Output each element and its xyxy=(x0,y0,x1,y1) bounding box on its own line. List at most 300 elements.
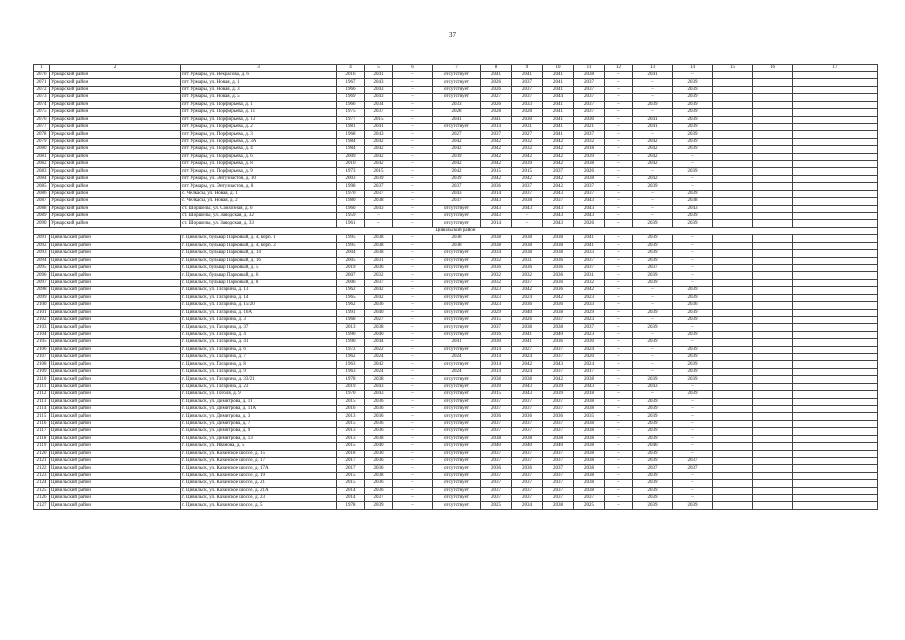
table-cell: 2037 xyxy=(633,465,673,472)
table-cell xyxy=(713,435,753,442)
table-cell: г. Цивильск, ул. Гоголя, д. 9 xyxy=(181,391,337,398)
table-row xyxy=(34,257,878,264)
table-cell: 2040 xyxy=(512,443,543,450)
table-cell: – xyxy=(605,287,633,294)
table-cell: 2039 xyxy=(673,376,713,383)
table-cell: отсутствует xyxy=(433,420,481,427)
table-cell: отсутствует xyxy=(433,465,481,472)
table-cell: 2039 xyxy=(673,101,713,108)
table-cell xyxy=(793,294,878,301)
table-cell: – xyxy=(393,79,433,86)
table-cell: 2039 xyxy=(673,86,713,93)
table-cell: Урмарский район xyxy=(50,101,181,108)
table-cell: 2042 xyxy=(481,138,512,145)
table-cell: Цивильский район xyxy=(50,405,181,412)
table-cell: 2039 xyxy=(633,435,673,442)
table-cell: 2037 xyxy=(574,101,605,108)
table-cell: 2041 xyxy=(543,79,574,86)
table-cell: 2036 xyxy=(543,413,574,420)
table-cell: 2037 xyxy=(512,450,543,457)
table-cell: 2042 xyxy=(481,146,512,153)
table-cell: 2037 xyxy=(673,457,713,464)
table-cell: – xyxy=(393,272,433,279)
table-cell xyxy=(793,309,878,316)
table-cell: 2036 xyxy=(512,465,543,472)
table-cell: пгт Урмары, ул. Порфирьева, д. 2 xyxy=(181,123,337,130)
table-cell xyxy=(793,161,878,168)
table-cell: 2015 xyxy=(481,391,512,398)
table-cell: 2037 xyxy=(481,420,512,427)
table-cell: 2043 xyxy=(512,205,543,212)
table-cell: Цивильский район xyxy=(50,264,181,271)
table-cell: 2115 xyxy=(34,413,50,420)
table-cell: 2038 xyxy=(481,242,512,249)
table-cell: 2024 xyxy=(512,354,543,361)
table-row xyxy=(34,376,878,383)
table-cell xyxy=(753,86,793,93)
table-cell xyxy=(713,309,753,316)
table-cell xyxy=(793,131,878,138)
table-cell: – xyxy=(605,413,633,420)
table-cell: 2042 xyxy=(433,146,481,153)
table-cell xyxy=(713,413,753,420)
table-cell: – xyxy=(605,131,633,138)
table-cell: 2040 xyxy=(365,309,393,316)
table-cell xyxy=(713,495,753,502)
table-cell xyxy=(753,465,793,472)
table-cell: 2037 xyxy=(574,183,605,190)
table-cell: ст. Шоршелы, ул. Заводская, д. 33 xyxy=(181,220,337,227)
table-cell: 2042 xyxy=(633,153,673,160)
table-cell: – xyxy=(605,123,633,130)
table-cell: – xyxy=(605,250,633,257)
table-cell: 2043 xyxy=(543,190,574,197)
table-cell xyxy=(713,79,753,86)
table-cell: 2014 xyxy=(481,190,512,197)
table-cell xyxy=(713,287,753,294)
table-cell: 2039 xyxy=(633,101,673,108)
table-cell: – xyxy=(393,175,433,182)
table-cell: – xyxy=(393,86,433,93)
table-cell xyxy=(753,101,793,108)
table-cell: 2042 xyxy=(433,138,481,145)
table-cell: Цивильский район xyxy=(50,383,181,390)
table-cell: 2043 xyxy=(481,198,512,205)
table-cell: 2042 xyxy=(543,153,574,160)
table-cell: Цивильский район xyxy=(50,309,181,316)
table-cell xyxy=(753,272,793,279)
table-row xyxy=(34,264,878,271)
table-cell: 2039 xyxy=(673,346,713,353)
table-cell: 2095 xyxy=(34,264,50,271)
table-cell: – xyxy=(633,168,673,175)
table-cell: – xyxy=(393,391,433,398)
table-cell: 2116 xyxy=(34,420,50,427)
table-cell: 2096 xyxy=(34,272,50,279)
table-cell: – xyxy=(633,109,673,116)
table-cell: 2036 xyxy=(512,264,543,271)
table-cell xyxy=(713,94,753,101)
table-cell: – xyxy=(605,480,633,487)
table-cell: 2034 xyxy=(512,502,543,509)
table-row xyxy=(34,435,878,442)
column-number: 2 xyxy=(50,65,181,72)
table-cell: 2037 xyxy=(512,183,543,190)
table-row xyxy=(34,294,878,301)
table-cell: 2038 xyxy=(574,435,605,442)
table-cell xyxy=(753,420,793,427)
table-cell xyxy=(713,242,753,249)
table-cell xyxy=(753,331,793,338)
table-cell: – xyxy=(605,272,633,279)
table-cell: 2041 xyxy=(543,131,574,138)
table-cell: 2037 xyxy=(574,109,605,116)
table-cell: – xyxy=(393,220,433,227)
table-cell: 2036 xyxy=(365,398,393,405)
table-cell: 2038 xyxy=(365,435,393,442)
table-cell: 2040 xyxy=(481,443,512,450)
table-cell: г. Цивильск, бульвар Парковый, д. 4, корп. 1 xyxy=(181,235,337,242)
table-cell: отсутствует xyxy=(433,376,481,383)
table-cell: – xyxy=(605,472,633,479)
table-cell xyxy=(713,161,753,168)
page-number: 37 xyxy=(449,31,456,39)
table-cell: 2004 xyxy=(337,250,365,257)
table-cell: г. Цивильск, ул. Казанское шоссе, д. 21 xyxy=(181,480,337,487)
table-cell xyxy=(793,153,878,160)
table-cell: 2030 xyxy=(512,116,543,123)
table-cell: – xyxy=(605,405,633,412)
table-cell: 2015 xyxy=(337,398,365,405)
table-cell: Урмарский район xyxy=(50,198,181,205)
table-cell xyxy=(793,250,878,257)
table-cell: Урмарский район xyxy=(50,109,181,116)
table-cell: 2037 xyxy=(481,457,512,464)
table-cell: 2037 xyxy=(574,324,605,331)
table-cell: 2039 xyxy=(633,487,673,494)
table-cell: г. Цивильск, ул. Димитрова, д. 11 xyxy=(181,398,337,405)
table-cell: 2038 xyxy=(543,502,574,509)
table-cell: 2015 xyxy=(365,168,393,175)
table-cell: 2040 xyxy=(365,331,393,338)
table-cell: 2041 xyxy=(574,235,605,242)
table-cell: – xyxy=(393,183,433,190)
table-cell: – xyxy=(605,487,633,494)
table-cell: г. Цивильск, ул. Гагарина, д. 4 xyxy=(181,331,337,338)
table-row xyxy=(34,480,878,487)
table-cell xyxy=(713,213,753,220)
table-cell: 2037 xyxy=(543,457,574,464)
table-cell: 2039 xyxy=(673,354,713,361)
table-cell: отсутствует xyxy=(433,264,481,271)
table-cell xyxy=(753,398,793,405)
table-cell: отсутствует xyxy=(433,450,481,457)
table-cell: 2039 xyxy=(673,131,713,138)
table-cell: – xyxy=(365,220,393,227)
column-number: 9 xyxy=(512,65,543,72)
table-cell: 1995 xyxy=(337,235,365,242)
table-cell: отсутствует xyxy=(433,480,481,487)
table-cell: 2015 xyxy=(512,168,543,175)
table-cell: 2041 xyxy=(365,72,393,79)
table-cell: 2037 xyxy=(543,487,574,494)
table-cell: – xyxy=(605,309,633,316)
table-cell: 2038 xyxy=(512,198,543,205)
table-cell: – xyxy=(393,235,433,242)
table-cell xyxy=(713,316,753,323)
table-cell: 2013 xyxy=(337,428,365,435)
table-cell: отсутствует xyxy=(433,294,481,301)
table-cell: 1977 xyxy=(337,116,365,123)
table-cell: 2038 xyxy=(481,435,512,442)
table-cell: – xyxy=(605,235,633,242)
table-cell: 2037 xyxy=(481,405,512,412)
table-cell: – xyxy=(605,79,633,86)
table-row xyxy=(34,450,878,457)
table-cell: 1978 xyxy=(337,502,365,509)
table-cell: 2039 xyxy=(633,339,673,346)
table-cell xyxy=(753,279,793,286)
table-cell: отсутствует xyxy=(433,428,481,435)
table-cell: пгт Урмары, ул. Энтузиастов, д. 10 xyxy=(181,175,337,182)
table-cell: отсутствует xyxy=(433,287,481,294)
table-cell: 2038 xyxy=(574,376,605,383)
table-cell xyxy=(793,391,878,398)
table-cell: 2031 xyxy=(512,257,543,264)
table-cell: – xyxy=(633,79,673,86)
table-cell xyxy=(793,443,878,450)
table-cell xyxy=(753,361,793,368)
table-cell: 2089 xyxy=(34,213,50,220)
table-cell: – xyxy=(393,168,433,175)
table-cell: 2039 xyxy=(633,413,673,420)
table-cell xyxy=(713,220,753,227)
table-cell: 2025 xyxy=(481,502,512,509)
table-cell xyxy=(713,272,753,279)
table-cell: 1991 xyxy=(337,309,365,316)
table-cell: 2030 xyxy=(574,116,605,123)
table-cell: – xyxy=(393,153,433,160)
table-cell: 2091 xyxy=(34,235,50,242)
table-cell: 2080 xyxy=(34,146,50,153)
table-cell: 2042 xyxy=(481,175,512,182)
table-cell: 2070 xyxy=(34,72,50,79)
table-cell: 2039 xyxy=(512,161,543,168)
table-cell: 2039 xyxy=(633,250,673,257)
table-cell: 2109 xyxy=(34,368,50,375)
table-cell: 2042 xyxy=(481,161,512,168)
table-cell: 2027 xyxy=(433,131,481,138)
table-cell xyxy=(753,79,793,86)
table-cell: 2038 xyxy=(574,480,605,487)
table-cell: пгт Урмары, ул. Порфирьева, д. 11 xyxy=(181,109,337,116)
table-cell: г. Цивильск, бульвар Парковый, д. 5 xyxy=(181,264,337,271)
table-cell xyxy=(753,94,793,101)
table-cell: 1959 xyxy=(337,213,365,220)
table-cell: 1962 xyxy=(337,354,365,361)
table-cell: 2024 xyxy=(574,346,605,353)
table-cell: 2014 xyxy=(481,361,512,368)
table-cell: 2097 xyxy=(34,279,50,286)
table-cell: 1984 xyxy=(337,146,365,153)
table-cell: 2042 xyxy=(433,168,481,175)
table-cell: 2039 xyxy=(633,324,673,331)
table-cell: – xyxy=(393,250,433,257)
table-cell: – xyxy=(673,161,713,168)
table-cell: – xyxy=(605,213,633,220)
table-cell xyxy=(793,175,878,182)
table-cell: Урмарский район xyxy=(50,79,181,86)
table-cell: – xyxy=(393,472,433,479)
table-cell: 2017 xyxy=(337,457,365,464)
table-cell: – xyxy=(605,138,633,145)
table-cell: отсутствует xyxy=(433,309,481,316)
table-cell: – xyxy=(393,109,433,116)
table-cell xyxy=(713,101,753,108)
table-cell: 2041 xyxy=(365,123,393,130)
table-cell: 2036 xyxy=(365,405,393,412)
table-cell: 2038 xyxy=(543,435,574,442)
column-number: 11 xyxy=(574,65,605,72)
table-cell xyxy=(793,79,878,86)
table-cell xyxy=(713,361,753,368)
table-cell: – xyxy=(633,198,673,205)
table-cell: 2037 xyxy=(543,398,574,405)
table-cell: пгт Урмары, ул. Некрасова, д. 6 xyxy=(181,72,337,79)
table-cell: 2023 xyxy=(574,294,605,301)
table-row xyxy=(34,495,878,502)
table-cell xyxy=(793,235,878,242)
table-cell: 2037 xyxy=(481,495,512,502)
table-cell xyxy=(713,502,753,509)
table-cell: 2039 xyxy=(633,502,673,509)
table-cell: 2036 xyxy=(365,480,393,487)
table-cell: 2027 xyxy=(512,131,543,138)
table-cell: – xyxy=(605,183,633,190)
table-cell: 2039 xyxy=(673,123,713,130)
table-cell xyxy=(713,131,753,138)
table-cell: 2014 xyxy=(481,123,512,130)
table-cell: 2039 xyxy=(633,420,673,427)
table-cell: Цивильский район xyxy=(50,472,181,479)
table-cell: 2039 xyxy=(673,79,713,86)
table-cell: 2074 xyxy=(34,101,50,108)
table-cell: 2037 xyxy=(481,480,512,487)
table-cell: 2039 xyxy=(633,495,673,502)
table-cell: 2041 xyxy=(433,339,481,346)
table-cell: пгт Урмары, ул. Порфирьева, д. 3 xyxy=(181,131,337,138)
table-row xyxy=(34,413,878,420)
table-cell: 2085 xyxy=(34,183,50,190)
table-cell xyxy=(793,302,878,309)
table-cell: – xyxy=(605,398,633,405)
table-cell: Цивильский район xyxy=(50,420,181,427)
table-row xyxy=(34,309,878,316)
table-cell: Цивильский район xyxy=(50,339,181,346)
table-cell xyxy=(713,123,753,130)
table-row xyxy=(34,457,878,464)
table-cell: Урмарский район xyxy=(50,205,181,212)
table-cell xyxy=(713,487,753,494)
table-row xyxy=(34,168,878,175)
table-cell: 2031 xyxy=(512,123,543,130)
table-cell xyxy=(713,153,753,160)
table-cell: Урмарский район xyxy=(50,138,181,145)
table-cell: 2021 xyxy=(574,123,605,130)
table-cell xyxy=(793,376,878,383)
table-cell: г. Цивильск, ул. Гагарина, д. 3 xyxy=(181,316,337,323)
table-cell: Цивильский район xyxy=(50,302,181,309)
table-cell: 1972 xyxy=(337,346,365,353)
table-cell: 2018 xyxy=(574,391,605,398)
table-cell: – xyxy=(673,435,713,442)
table-cell: 2038 xyxy=(512,324,543,331)
table-cell: 2036 xyxy=(481,413,512,420)
table-cell: Цивильский район xyxy=(50,250,181,257)
table-cell: 2083 xyxy=(34,168,50,175)
table-cell: 2037 xyxy=(543,368,574,375)
table-cell: 2039 xyxy=(543,383,574,390)
table-cell: пгт Урмары, ул. Энтузиастов, д. 8 xyxy=(181,183,337,190)
table-cell: 2094 xyxy=(34,257,50,264)
table-cell: отсутствует xyxy=(433,502,481,509)
table-cell: – xyxy=(393,123,433,130)
table-cell xyxy=(713,146,753,153)
table-cell: – xyxy=(633,346,673,353)
table-cell xyxy=(713,368,753,375)
table-cell: 2036 xyxy=(365,413,393,420)
table-cell: 2022 xyxy=(365,346,393,353)
table-cell xyxy=(753,354,793,361)
table-cell: 2043 xyxy=(365,383,393,390)
table-cell: 2037 xyxy=(543,198,574,205)
table-cell: 2125 xyxy=(34,487,50,494)
table-cell: отсутствует xyxy=(433,487,481,494)
table-cell: Цивильский район xyxy=(50,242,181,249)
table-cell: 2039 xyxy=(673,213,713,220)
table-cell: 2042 xyxy=(543,138,574,145)
table-cell: 2042 xyxy=(574,287,605,294)
table-cell: 2043 xyxy=(365,79,393,86)
table-cell xyxy=(713,302,753,309)
table-cell: – xyxy=(605,354,633,361)
table-cell: – xyxy=(605,279,633,286)
table-cell: 2032 xyxy=(365,272,393,279)
table-cell: Цивильский район xyxy=(50,413,181,420)
table-cell: 1960 xyxy=(337,205,365,212)
table-cell: г. Цивильск, бульвар Парковый, д. 6 xyxy=(181,272,337,279)
table-cell: – xyxy=(393,279,433,286)
table-cell: 2020 xyxy=(574,354,605,361)
table-cell: 2014 xyxy=(481,368,512,375)
table-cell: 2032 xyxy=(512,138,543,145)
table-row xyxy=(34,398,878,405)
table-cell: 2086 xyxy=(34,190,50,197)
table-cell xyxy=(793,346,878,353)
table-cell: – xyxy=(673,383,713,390)
table-cell: 2026 xyxy=(574,168,605,175)
table-cell: 2039 xyxy=(673,502,713,509)
table-cell xyxy=(753,235,793,242)
table-cell: Цивильский район xyxy=(50,465,181,472)
table-cell: отсутствует xyxy=(433,346,481,353)
table-row xyxy=(34,339,878,346)
table-row xyxy=(34,190,878,197)
table-cell: 2024 xyxy=(433,354,481,361)
column-number-row xyxy=(34,65,878,72)
table-cell: отсутствует xyxy=(433,94,481,101)
table-cell xyxy=(713,457,753,464)
